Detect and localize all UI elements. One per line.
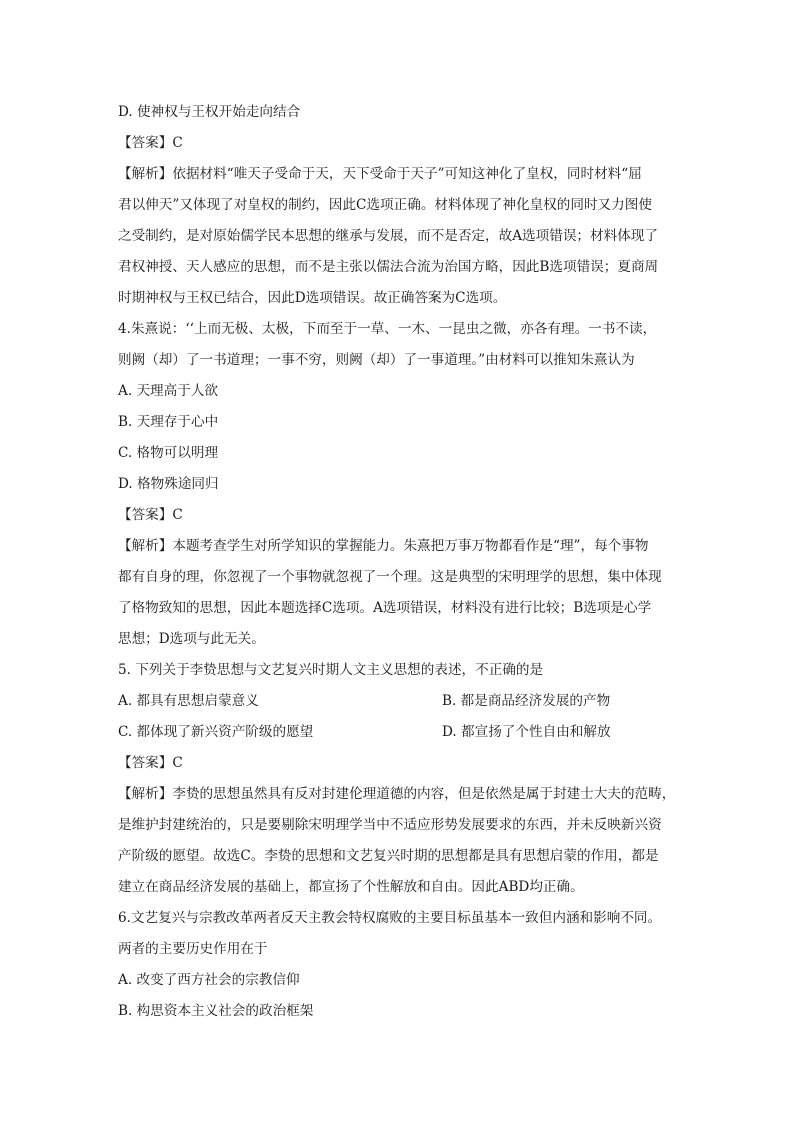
analysis-q3-line1: 【解析】依据材料“唯天子受命于天，天下受命于天子”可知这神化了皇权，同时材料“屈 [118, 166, 642, 182]
analysis-q4-line1: 【解析】本题考查学生对所学知识的掌握能力。朱熹把万事万物都看作是“理”，每个事物 [118, 538, 649, 554]
answer-q3: 【答案】C [118, 135, 183, 151]
option-a-q5: A. 都具有思想启蒙意义 [118, 693, 259, 709]
analysis-q3-line5: 时期神权与王权已结合，因此D选项错误。故正确答案为C选项。 [118, 290, 507, 306]
analysis-q4-line4: 思想；D选项与此无关。 [118, 631, 265, 647]
option-c-q5: C. 都体现了新兴资产阶级的愿望 [118, 724, 314, 740]
question-4-line1: 4.朱熹说：‘‘上而无极、太极，下而至于一草、一木、一昆虫之微，亦各有理。一书不读， [118, 321, 657, 337]
option-b-q5: B. 都是商品经济发展的产物 [442, 693, 611, 709]
question-4-line2: 则阙（却）了一书道理；一事不穷，则阙（却）了一事道理。”由材料可以推知朱熹认为 [118, 352, 635, 368]
option-d-q3: D. 使神权与王权开始走向结合 [118, 104, 301, 120]
option-b-q4: B. 天理存于心中 [118, 414, 219, 430]
option-c-q4: C. 格物可以明理 [118, 445, 219, 461]
answer-q4: 【答案】C [118, 507, 183, 523]
analysis-q5-line4: 建立在商品经济发展的基础上，都宣扬了个性解放和自由。因此ABD均正确。 [118, 879, 584, 895]
analysis-q4-line2: 都有自身的理，你忽视了一个事物就忽视了一个理。这是典型的宋明理学的思想，集中体现 [118, 569, 662, 585]
question-5: 5. 下列关于李贽思想与文艺复兴时期人文主义思想的表述，不正确的是 [118, 662, 544, 678]
analysis-q3-line4: 君权神授、天人感应的思想，而不是主张以儒法合流为治国方略，因此B选项错误；夏商周 [118, 259, 659, 275]
option-b-q6: B. 构思资本主义社会的政治框架 [118, 1003, 314, 1019]
analysis-q5-line1: 【解析】李贽的思想虽然具有反对封建伦理道德的内容，但是依然是属于封建士大夫的范畴， [118, 786, 676, 802]
option-a-q6: A. 改变了西方社会的宗教信仰 [118, 972, 300, 988]
option-a-q4: A. 天理高于人欲 [118, 383, 219, 399]
answer-q5: 【答案】C [118, 755, 183, 771]
analysis-q4-line3: 了格物致知的思想，因此本题选择C选项。A选项错误，材料没有进行比较；B选项是心学 [118, 600, 652, 616]
analysis-q3-line3: 之受制约，是对原始儒学民本思想的继承与发展，而不是否定，故A选项错误；材料体现了 [118, 228, 658, 244]
option-d-q4: D. 格物殊途同归 [118, 476, 219, 492]
options-q5-row2 [118, 717, 678, 748]
analysis-q5-line3: 产阶级的愿望。故选C。李贽的思想和文艺复兴时期的思想都是具有思想启蒙的作用，都是 [118, 848, 659, 864]
options-q5-row1 [118, 686, 678, 717]
question-6-line2: 两者的主要历史作用在于 [118, 941, 268, 957]
analysis-q5-line2: 是维护封建统治的，只是要剔除宋明理学当中不适应形势发展要求的东西，并未反映新兴资 [118, 817, 662, 833]
question-6-line1: 6.文艺复兴与宗教改革两者反天主教会特权腐败的主要目标虽基本一致但内涵和影响不同。 [118, 910, 662, 926]
document-body [118, 97, 678, 1027]
analysis-q3-line2: 君以伸天”又体现了对皇权的制约，因此C选项正确。材料体现了神化皇权的同时又力图使 [118, 197, 652, 213]
option-d-q5: D. 都宣扬了个性自由和解放 [442, 724, 611, 740]
